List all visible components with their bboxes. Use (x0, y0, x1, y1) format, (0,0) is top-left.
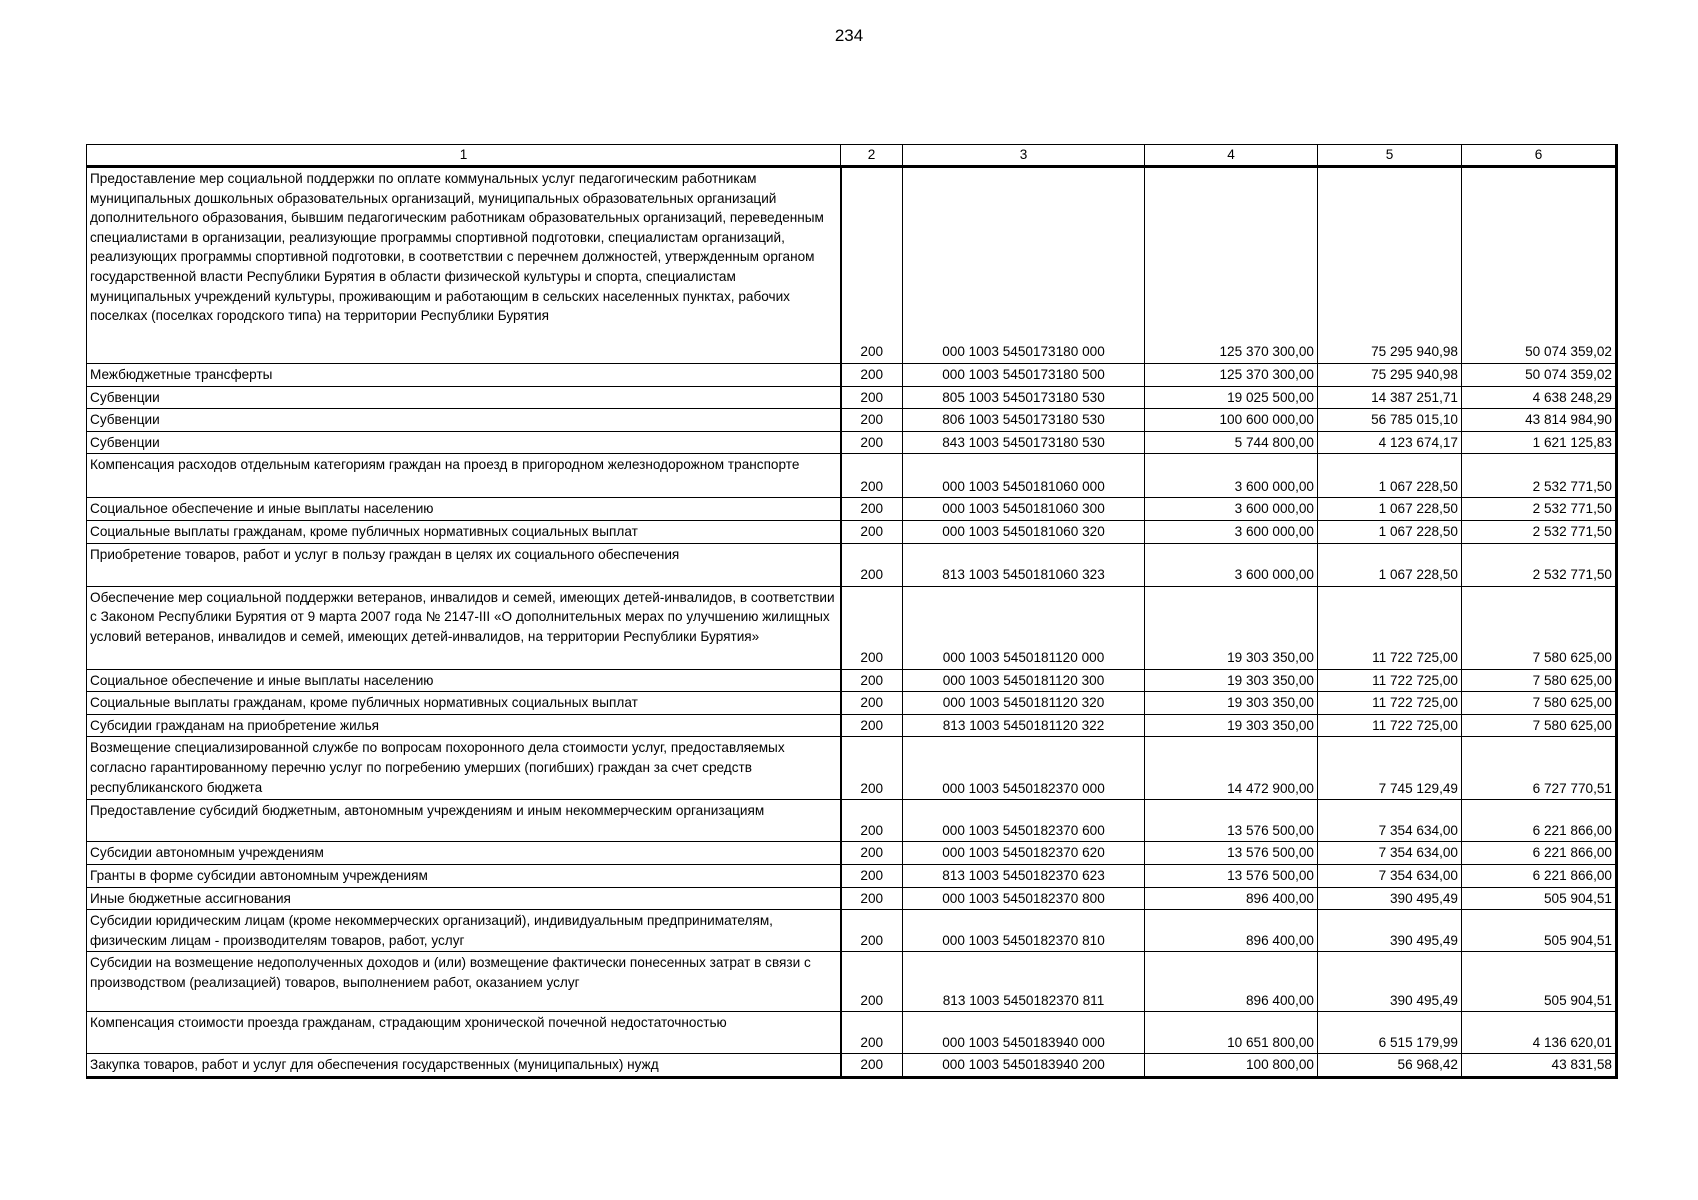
row-amount-col5: 1 067 228,50 (1318, 498, 1462, 521)
table-row (87, 1012, 1617, 1054)
row-label: Социальное обеспечение и иные выплаты населению (87, 498, 841, 521)
row-amount-col5: 56 785 015,10 (1318, 409, 1462, 432)
row-amount-col4: 3 600 000,00 (1145, 543, 1318, 586)
row-amount-col5: 1 067 228,50 (1318, 454, 1462, 498)
row-label: Компенсация стоимости проезда гражданам, страдающим хронической почечной недостаточностью (87, 1012, 841, 1054)
column-header-4: 4 (1145, 145, 1318, 167)
row-amount-col4: 100 800,00 (1145, 1054, 1318, 1078)
row-amount-col5: 4 123 674,17 (1318, 431, 1462, 454)
row-line-code: 200 (841, 498, 903, 521)
row-amount-col4: 3 600 000,00 (1145, 498, 1318, 521)
row-label: Социальные выплаты гражданам, кроме публичных нормативных социальных выплат (87, 520, 841, 543)
row-amount-col5: 11 722 725,00 (1318, 586, 1462, 669)
table-row (87, 952, 1617, 1012)
row-label: Закупка товаров, работ и услуг для обеспечения государственных (муниципальных) нужд (87, 1054, 841, 1078)
table-row (87, 364, 1617, 387)
column-header-2: 2 (841, 145, 903, 167)
row-classification-code: 000 1003 5450181060 300 (903, 498, 1145, 521)
row-amount-col5: 7 354 634,00 (1318, 864, 1462, 887)
table-row (87, 409, 1617, 432)
row-amount-col6: 505 904,51 (1462, 887, 1617, 910)
budget-table (86, 144, 1618, 1079)
row-classification-code: 000 1003 5450182370 620 (903, 842, 1145, 865)
row-amount-col6: 4 638 248,29 (1462, 386, 1617, 409)
table-row (87, 910, 1617, 952)
row-amount-col4: 100 600 000,00 (1145, 409, 1318, 432)
row-label: Предоставление мер социальной поддержки по оплате коммунальных услуг педагогическим работникам муниципальных дошкольных образовательных организаций, муниципальных образовательных организаций дополнительного образования, бывшим педагогическим работникам образовательных организаций, переведенным специалистами в организации, реализующие программы спортивной подготовки, специалистам организаций, реализующих программы спортивной подготовки, в соответствии с перечнем должностей, утвержденным органом государственной власти Республики Бурятия в области физической культуры и спорта, специалистам муниципальных учреждений культуры, проживающим и работающим в сельских населенных пунктах, рабочих поселках (поселках городского типа) на территории Республики Бурятия (87, 167, 841, 364)
table-row (87, 543, 1617, 586)
row-classification-code: 806 1003 5450173180 530 (903, 409, 1145, 432)
row-amount-col4: 5 744 800,00 (1145, 431, 1318, 454)
row-amount-col5: 75 295 940,98 (1318, 364, 1462, 387)
row-line-code: 200 (841, 800, 903, 842)
row-amount-col5: 56 968,42 (1318, 1054, 1462, 1078)
row-classification-code: 000 1003 5450181120 320 (903, 692, 1145, 715)
row-classification-code: 000 1003 5450181120 300 (903, 669, 1145, 692)
row-classification-code: 813 1003 5450181120 322 (903, 714, 1145, 737)
row-label: Субвенции (87, 431, 841, 454)
row-amount-col6: 6 727 770,51 (1462, 737, 1617, 800)
row-amount-col4: 13 576 500,00 (1145, 842, 1318, 865)
table-row (87, 692, 1617, 715)
row-amount-col4: 19 303 350,00 (1145, 586, 1318, 669)
table-row (87, 498, 1617, 521)
row-line-code: 200 (841, 910, 903, 952)
row-line-code: 200 (841, 364, 903, 387)
row-amount-col4: 19 303 350,00 (1145, 692, 1318, 715)
row-amount-col5: 7 745 129,49 (1318, 737, 1462, 800)
row-amount-col4: 125 370 300,00 (1145, 167, 1318, 364)
row-label: Субсидии гражданам на приобретение жилья (87, 714, 841, 737)
row-amount-col6: 6 221 866,00 (1462, 864, 1617, 887)
row-line-code: 200 (841, 454, 903, 498)
row-label: Предоставление субсидий бюджетным, автономным учреждениям и иным некоммерческим организациям (87, 800, 841, 842)
row-amount-col4: 896 400,00 (1145, 952, 1318, 1012)
row-amount-col6: 2 532 771,50 (1462, 520, 1617, 543)
row-amount-col5: 11 722 725,00 (1318, 714, 1462, 737)
row-line-code: 200 (841, 431, 903, 454)
row-classification-code: 000 1003 5450182370 800 (903, 887, 1145, 910)
column-header-6: 6 (1462, 145, 1617, 167)
row-amount-col6: 7 580 625,00 (1462, 692, 1617, 715)
row-amount-col6: 2 532 771,50 (1462, 454, 1617, 498)
row-classification-code: 000 1003 5450173180 000 (903, 167, 1145, 364)
column-header-5: 5 (1318, 145, 1462, 167)
row-amount-col6: 1 621 125,83 (1462, 431, 1617, 454)
row-classification-code: 000 1003 5450182370 810 (903, 910, 1145, 952)
row-classification-code: 000 1003 5450181060 320 (903, 520, 1145, 543)
row-label: Компенсация расходов отдельным категориям граждан на проезд в пригородном железнодорожном транспорте (87, 454, 841, 498)
row-line-code: 200 (841, 1054, 903, 1078)
row-amount-col4: 125 370 300,00 (1145, 364, 1318, 387)
table-row (87, 887, 1617, 910)
row-classification-code: 000 1003 5450182370 000 (903, 737, 1145, 800)
row-amount-col6: 7 580 625,00 (1462, 586, 1617, 669)
row-classification-code: 000 1003 5450183940 200 (903, 1054, 1145, 1078)
row-amount-col5: 1 067 228,50 (1318, 543, 1462, 586)
row-classification-code: 000 1003 5450182370 600 (903, 800, 1145, 842)
row-amount-col6: 7 580 625,00 (1462, 669, 1617, 692)
row-amount-col6: 50 074 359,02 (1462, 364, 1617, 387)
row-line-code: 200 (841, 1012, 903, 1054)
row-label: Гранты в форме субсидии автономным учреждениям (87, 864, 841, 887)
row-amount-col4: 13 576 500,00 (1145, 800, 1318, 842)
row-line-code: 200 (841, 692, 903, 715)
page-number: 234 (834, 26, 864, 45)
row-classification-code: 843 1003 5450173180 530 (903, 431, 1145, 454)
row-line-code: 200 (841, 864, 903, 887)
row-amount-col6: 505 904,51 (1462, 910, 1617, 952)
row-amount-col6: 505 904,51 (1462, 952, 1617, 1012)
row-amount-col5: 11 722 725,00 (1318, 669, 1462, 692)
row-amount-col6: 7 580 625,00 (1462, 714, 1617, 737)
row-amount-col4: 10 651 800,00 (1145, 1012, 1318, 1054)
row-amount-col5: 390 495,49 (1318, 910, 1462, 952)
table-row (87, 386, 1617, 409)
row-label: Иные бюджетные ассигнования (87, 887, 841, 910)
row-amount-col5: 11 722 725,00 (1318, 692, 1462, 715)
table-row (87, 864, 1617, 887)
row-amount-col5: 390 495,49 (1318, 952, 1462, 1012)
row-amount-col6: 50 074 359,02 (1462, 167, 1617, 364)
row-amount-col6: 43 814 984,90 (1462, 409, 1617, 432)
row-amount-col5: 14 387 251,71 (1318, 386, 1462, 409)
row-label: Субвенции (87, 386, 841, 409)
table-row (87, 1054, 1617, 1078)
row-line-code: 200 (841, 714, 903, 737)
row-label: Обеспечение мер социальной поддержки ветеранов, инвалидов и семей, имеющих детей-инвалидов, в соответствии с Законом Республики Бурятия от 9 марта 2007 года № 2147-III «О дополнительных мерах по улучшению жилищных условий ветеранов, инвалидов и семей, имеющих детей-инвалидов, на территории Республики Бурятия» (87, 586, 841, 669)
row-label: Межбюджетные трансферты (87, 364, 841, 387)
row-label: Субсидии на возмещение недополученных доходов и (или) возмещение фактически понесенных затрат в связи с производством (реализацией) товаров, выполнением работ, оказанием услуг (87, 952, 841, 1012)
column-header-3: 3 (903, 145, 1145, 167)
row-line-code: 200 (841, 952, 903, 1012)
row-amount-col6: 6 221 866,00 (1462, 800, 1617, 842)
row-amount-col4: 3 600 000,00 (1145, 454, 1318, 498)
row-amount-col5: 390 495,49 (1318, 887, 1462, 910)
row-classification-code: 000 1003 5450181060 000 (903, 454, 1145, 498)
row-classification-code: 813 1003 5450182370 811 (903, 952, 1145, 1012)
row-line-code: 200 (841, 737, 903, 800)
row-amount-col5: 1 067 228,50 (1318, 520, 1462, 543)
row-line-code: 200 (841, 167, 903, 364)
row-amount-col5: 7 354 634,00 (1318, 842, 1462, 865)
row-amount-col5: 7 354 634,00 (1318, 800, 1462, 842)
column-header-1: 1 (87, 145, 841, 167)
row-amount-col4: 14 472 900,00 (1145, 737, 1318, 800)
row-label: Социальное обеспечение и иные выплаты населению (87, 669, 841, 692)
row-label: Субсидии автономным учреждениям (87, 842, 841, 865)
row-amount-col6: 2 532 771,50 (1462, 543, 1617, 586)
row-label: Социальные выплаты гражданам, кроме публичных нормативных социальных выплат (87, 692, 841, 715)
table-row (87, 737, 1617, 800)
row-label: Субвенции (87, 409, 841, 432)
row-line-code: 200 (841, 842, 903, 865)
row-label: Субсидии юридическим лицам (кроме некоммерческих организаций), индивидуальным предпринимателям, физическим лицам - производителям товаров, работ, услуг (87, 910, 841, 952)
row-amount-col4: 19 303 350,00 (1145, 714, 1318, 737)
row-line-code: 200 (841, 586, 903, 669)
row-label: Приобретение товаров, работ и услуг в пользу граждан в целях их социального обеспечения (87, 543, 841, 586)
row-amount-col6: 2 532 771,50 (1462, 498, 1617, 521)
row-amount-col4: 19 303 350,00 (1145, 669, 1318, 692)
row-amount-col4: 19 025 500,00 (1145, 386, 1318, 409)
table-row (87, 431, 1617, 454)
row-amount-col4: 13 576 500,00 (1145, 864, 1318, 887)
table-row (87, 454, 1617, 498)
table-row (87, 800, 1617, 842)
row-classification-code: 805 1003 5450173180 530 (903, 386, 1145, 409)
row-amount-col4: 896 400,00 (1145, 887, 1318, 910)
table-row (87, 167, 1617, 364)
table-row (87, 842, 1617, 865)
row-classification-code: 813 1003 5450181060 323 (903, 543, 1145, 586)
row-amount-col6: 4 136 620,01 (1462, 1012, 1617, 1054)
row-classification-code: 000 1003 5450181120 000 (903, 586, 1145, 669)
table-row (87, 714, 1617, 737)
row-line-code: 200 (841, 543, 903, 586)
row-line-code: 200 (841, 386, 903, 409)
row-amount-col4: 896 400,00 (1145, 910, 1318, 952)
row-line-code: 200 (841, 887, 903, 910)
row-line-code: 200 (841, 409, 903, 432)
table-row (87, 669, 1617, 692)
row-amount-col5: 75 295 940,98 (1318, 167, 1462, 364)
row-amount-col6: 43 831,58 (1462, 1054, 1617, 1078)
row-label: Возмещение специализированной службе по вопросам похоронного дела стоимости услуг, предоставляемых согласно гарантированному перечню услуг по погребению умерших (погибших) граждан за счет средств республиканского бюджета (87, 737, 841, 800)
row-line-code: 200 (841, 669, 903, 692)
table-header-row (87, 145, 1617, 167)
table-row (87, 520, 1617, 543)
row-classification-code: 000 1003 5450183940 000 (903, 1012, 1145, 1054)
row-classification-code: 000 1003 5450173180 500 (903, 364, 1145, 387)
row-line-code: 200 (841, 520, 903, 543)
row-amount-col4: 3 600 000,00 (1145, 520, 1318, 543)
table-row (87, 586, 1617, 669)
row-amount-col5: 6 515 179,99 (1318, 1012, 1462, 1054)
row-classification-code: 813 1003 5450182370 623 (903, 864, 1145, 887)
row-amount-col6: 6 221 866,00 (1462, 842, 1617, 865)
